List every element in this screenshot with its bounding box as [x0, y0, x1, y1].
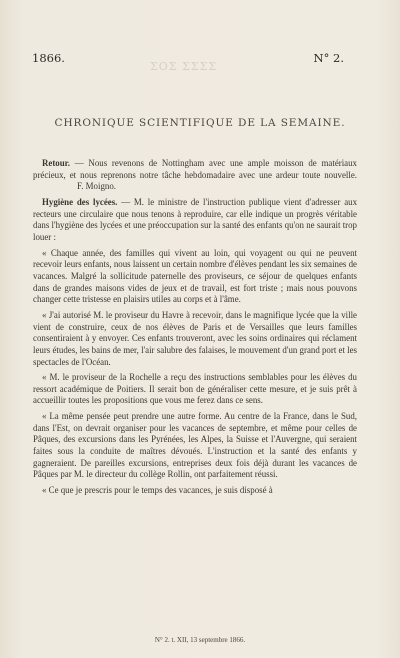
header-issue-number: N° 2.	[313, 51, 344, 65]
bleed-through-text: ΣOΣ ΣΣΣΣ	[150, 60, 218, 73]
author-signature: F. Moigno.	[77, 181, 116, 192]
paragraph: « J'ai autorisé M. le proviseur du Havre à recevoir, dans le magnifique lycée que la ville vient de construire, ceux de nos élèves de Paris et de Versailles que leurs familles consentiraient à y envoyer. Ces enfants trouveront, avec les soins ordinaires qui réclament leurs études, les bains de mer, l'air salubre des falaises, le mouvement d'un grand port et les spectacles de l'Océan.	[33, 309, 357, 367]
hygiene-lead: Hygiène des lycées.	[42, 196, 118, 207]
page-title: CHRONIQUE SCIENTIFIQUE DE LA SEMAINE.	[54, 117, 346, 129]
paragraph: « M. le proviseur de la Rochelle a reçu des instructions semblables pour les élèves du ressort académique de Poitiers. Il serait bon de généraliser cette mesure, et je suis prêt à accueillir toutes les propositions que vous me ferez dans ce sens.	[33, 372, 357, 406]
paragraph-retour	[33, 158, 357, 193]
page-footer: N° 2. t. XII, 13 septembre 1866.	[154, 636, 246, 644]
paragraph: « Ce que je prescris pour le temps des vacances, je suis disposé à	[42, 485, 273, 496]
hygiene-text: — M. le ministre de l'instruction publique vient d'adresser aux recteurs une circulaire que nous tenons à reproduire, car elle indique un progrès véritable dans l'hygiène des lycées et une préoccupation sur la santé des enfants qu'on ne saurait trop louer :	[33, 196, 358, 242]
paragraph: « La même pensée peut prendre une autre forme. Au centre de la France, dans le Sud, dans l'Est, on devrait organiser pour les vacances de septembre, et même pour celles de Pâques, des excursions dans les Pyrénées, les Alpes, la Suisse et l'Auvergne, qui seraient faites sous la conduite de maîtres dévoués. L'instruction et la santé des enfants y gagneraient. De pareilles excursions, entreprises deux fois déjà durant les vacances de Pâques par M. le directeur du collège Rollin, ont parfaitement réussi.	[33, 411, 357, 480]
paragraph-hygiene	[33, 197, 357, 244]
header-year: 1866.	[32, 51, 65, 65]
article-body	[33, 158, 357, 501]
retour-lead: Retour.	[42, 158, 71, 168]
retour-text: — Nous revenons de Nottingham avec une ample moisson de matériaux précieux, et nous reprenons notre tâche hebdomadaire avec une ardeur toute nouvelle.	[33, 158, 357, 180]
paragraph: « Chaque année, des familles qui vivent au loin, qui voyagent ou qui ne peuvent recevoir leurs enfants, nous laissent un certain nombre d'élèves pendant les six semaines de vacances. Malgré la sollicitude paternelle des proviseurs, ce séjour de quelques enfants dans de grandes maisons vides de jeux et de travail, est fort triste ; mais nous pouvons changer cette tristesse en plaisirs utiles au corps et à l'âme.	[33, 247, 357, 305]
